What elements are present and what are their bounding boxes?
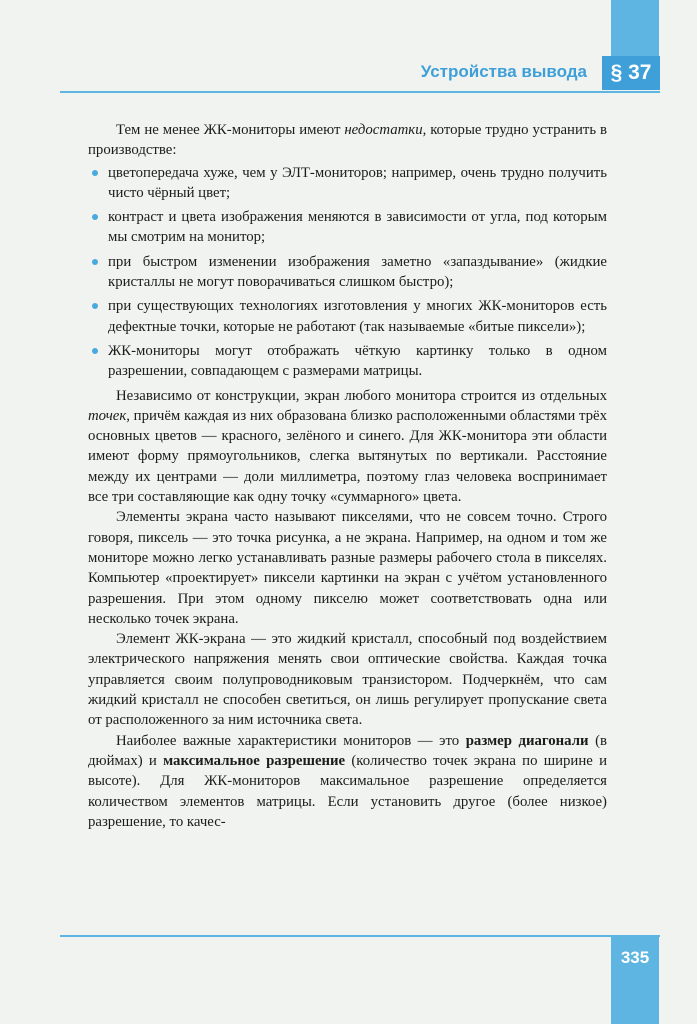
para5-text-end: (количество точек экрана по ширине и высоте). Для ЖК-мониторов максимальное разрешение определяется количеством элементов матрицы. Если установить другое (более низкое) разрешение, то качес- [88,752,607,830]
bullet-icon [92,259,98,265]
term-diagonal: размер диагонали [465,732,589,749]
list-item-text: контраст и цвета изображения меняются в зависимости от угла, под которым мы смотрим на монитор; [108,209,607,246]
list-item [108,296,607,337]
para2-text-start: Независимо от конструкции, экран любого монитора строится из отдельных [116,387,607,404]
paragraph-pixels-definition: Элементы экрана часто называют пикселями, что не совсем точно. Строго говоря, пиксель — это точка рисунка, а не экрана. Например, на одном и том же мониторе можно легко устанавливать разные размеры рабочего стола в пикселях. Компьютер «проектирует» пиксели картинки на экран с учётом установленного разрешения. При этом одному пикселю может соответствовать одна или несколько точек экрана. [88,509,607,627]
bullet-icon [92,303,98,309]
intro-text-end: , которые трудно устранить в производстве: [88,122,607,159]
intro-paragraph [88,120,607,161]
drawbacks-list [88,163,607,382]
footer-divider [60,935,660,937]
bullet-icon [92,214,98,220]
paragraph-lcd-element: Элемент ЖК-экрана — это жидкий кристалл, способный под воздействием электрического напряжения менять свои оптические свойства. Каждая точка управляется своим полупроводниковым транзистором. Подчеркнём, что сам жидкий кристалл не способен светиться, он лишь регулирует пропускание света от расположенного за ним источника света. [88,631,607,729]
bullet-icon [92,348,98,354]
list-item-text: при существующих технологиях изготовления у многих ЖК-мониторов есть дефектные точки, которые не работают (так называемые «битые пиксели»); [108,298,607,335]
term-max-resolution: максимальное разрешение [163,752,346,769]
paragraph-characteristics [88,731,607,832]
para2-text-end: , причём каждая из них образована близко расположенными областями трёх основных цветов — красного, зелёного и синего. Для ЖК-монитора эти области имеют форму прямоугольников, слегка вытянутых по вертикали. Расстояние между их центрами — доли миллиметра, поэтому глаз человека воспринимает все три составляющие как одну точку «суммарного» цвета. [88,407,607,506]
intro-text-start: Тем не менее ЖК-мониторы имеют [116,122,345,138]
para5-text-middle: (в дюймах) и [88,732,607,769]
paragraph-pixels-structure [88,386,607,508]
para2-emphasis: точек [88,407,127,424]
list-item-text: цветопередача хуже, чем у ЭЛТ-мониторов; например, очень трудно получить чисто чёрный цвет; [108,164,607,201]
intro-emphasis: недостатки [344,122,423,138]
list-item [108,207,607,248]
header-divider [60,91,660,93]
list-item-text: ЖК-мониторы могут отображать чёткую картинку только в одном разрешении, совпадающем с размерами матрицы. [108,342,607,380]
chapter-title: Устройства вывода [420,62,587,81]
list-item [108,341,607,382]
list-item-text: при быстром изменении изображения заметно «запаздывание» (жидкие кристаллы не могут поворачиваться слишком быстро); [108,253,607,291]
para5-text-start: Наиболее важные характеристики мониторов — это [116,732,466,749]
body-text [88,120,607,832]
page-number: 335 [620,948,650,967]
list-item [108,252,607,293]
bullet-icon [92,170,98,176]
list-item [108,163,607,204]
header-tab-strip [611,0,659,60]
section-badge: § 37 [602,56,660,90]
